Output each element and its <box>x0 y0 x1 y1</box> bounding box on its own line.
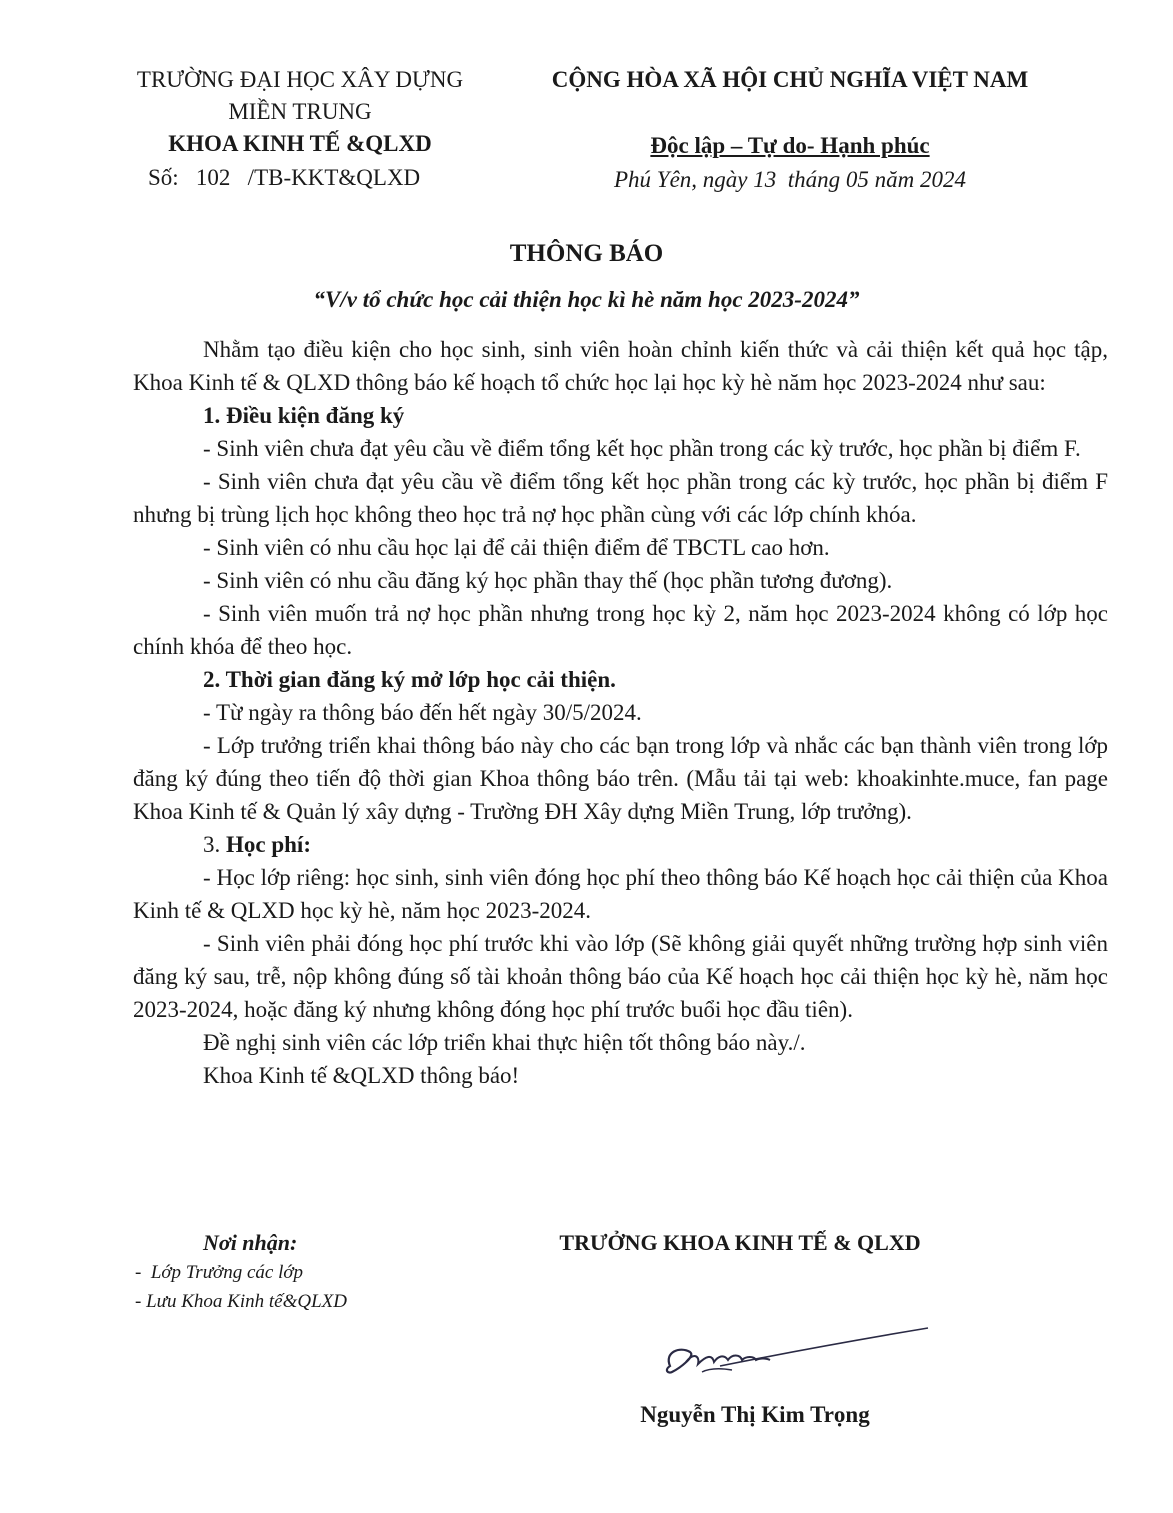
section-3-heading <box>133 828 1108 861</box>
section-3-number: 3. <box>203 832 226 857</box>
section-2-item: - Từ ngày ra thông báo đến hết ngày 30/5/2024. <box>203 700 642 725</box>
section-1-item: - Sinh viên chưa đạt yêu cầu về điểm tổng kết học phần trong các kỳ trước, học phần bị điểm F. <box>203 436 1081 461</box>
country-name: CỘNG HÒA XÃ HỘI CHỦ NGHĨA VIỆT NAM <box>551 67 1029 92</box>
signer-name: Nguyễn Thị Kim Trọng <box>640 1402 870 1427</box>
faculty-name: KHOA KINH TẾ &QLXD <box>168 131 432 156</box>
section-3-item: - Sinh viên phải đóng học phí trước khi vào lớp (Sẽ không giải quyết những trường hợp sinh viên đăng ký sau, trễ, nộp không đúng số tài khoản thông báo của Kế hoạch học cải thiện học kỳ hè, năm học 2023-2024, hoặc đăng ký nhưng không đóng học phí trước buổi học đầu tiên). <box>133 931 1108 1022</box>
section-1-item: - Sinh viên muốn trả nợ học phần nhưng trong học kỳ 2, năm học 2023-2024 không có lớp học chính khóa để theo học. <box>133 601 1108 659</box>
section-2-heading: 2. Thời gian đăng ký mở lớp học cải thiện. <box>203 667 616 692</box>
recipients-block <box>133 1228 347 1316</box>
section-1-item: - Sinh viên chưa đạt yêu cầu về điểm tổng kết học phần trong các kỳ trước, học phần bị điểm F nhưng bị trùng lịch học không theo học trả nợ học phần cùng với các lớp chính khóa. <box>133 469 1108 527</box>
issue-date: Phú Yên, ngày 13 tháng 05 năm 2024 <box>613 167 966 192</box>
section-1-heading: 1. Điều kiện đăng ký <box>203 403 405 428</box>
national-header <box>520 64 1060 196</box>
closing-request: Đề nghị sinh viên các lớp triển khai thực hiện tốt thông báo này./. <box>203 1030 806 1055</box>
section-2-item: - Lớp trưởng triển khai thông báo này cho các bạn trong lớp và nhắc các bạn thành viên trong lớp đăng ký đúng theo tiến độ thời gian Khoa thông báo trên. (Mẫu tải tại web: khoakinhte.muce, fan page Khoa Kinh tế & Quản lý xây dựng - Trường ĐH Xây dựng Miền Trung, lớp trưởng). <box>133 733 1108 824</box>
document-title: THÔNG BÁO <box>509 240 664 267</box>
document-subject: “V/v tổ chức học cải thiện học kì hè năm học 2023-2024” <box>313 287 860 312</box>
recipient-item: - Lưu Khoa Kinh tế&QLXD <box>135 1291 347 1312</box>
section-3-title: Học phí: <box>226 832 311 857</box>
receiver-label: Nơi nhận: <box>203 1230 298 1255</box>
handwritten-signature <box>650 1322 940 1392</box>
section-1-item: - Sinh viên có nhu cầu học lại để cải thiện điểm để TBCTL cao hơn. <box>203 535 830 560</box>
section-3-item: - Học lớp riêng: học sinh, sinh viên đóng học phí theo thông báo Kế hoạch học cải thiện của Khoa Kinh tế & QLXD học kỳ hè, năm học 2023-2024. <box>133 865 1108 923</box>
recipient-item: - Lớp Trưởng các lớp <box>135 1262 303 1283</box>
intro-paragraph: Nhằm tạo điều kiện cho học sinh, sinh viên hoàn chỉnh kiến thức và cải thiện kết quả học tập, Khoa Kinh tế & QLXD thông báo kế hoạch tổ chức học lại học kỳ hè năm học 2023-2024 như sau: <box>133 337 1108 395</box>
school-name-line2: MIỀN TRUNG <box>228 99 372 124</box>
document-number: Số: 102 /TB-KKT&QLXD <box>148 165 421 190</box>
signer-title: TRƯỞNG KHOA KINH TẾ & QLXD <box>559 1230 921 1255</box>
school-name-line1: TRƯỜNG ĐẠI HỌC XÂY DỰNG <box>136 67 464 92</box>
national-motto: Độc lập – Tự do- Hạnh phúc <box>650 133 930 158</box>
document-body <box>133 333 1108 1092</box>
issuer-header <box>110 64 490 194</box>
section-1-item: - Sinh viên có nhu cầu đăng ký học phần thay thế (học phần tương đương). <box>203 568 893 593</box>
closing-announcement: Khoa Kinh tế &QLXD thông báo! <box>203 1063 520 1088</box>
